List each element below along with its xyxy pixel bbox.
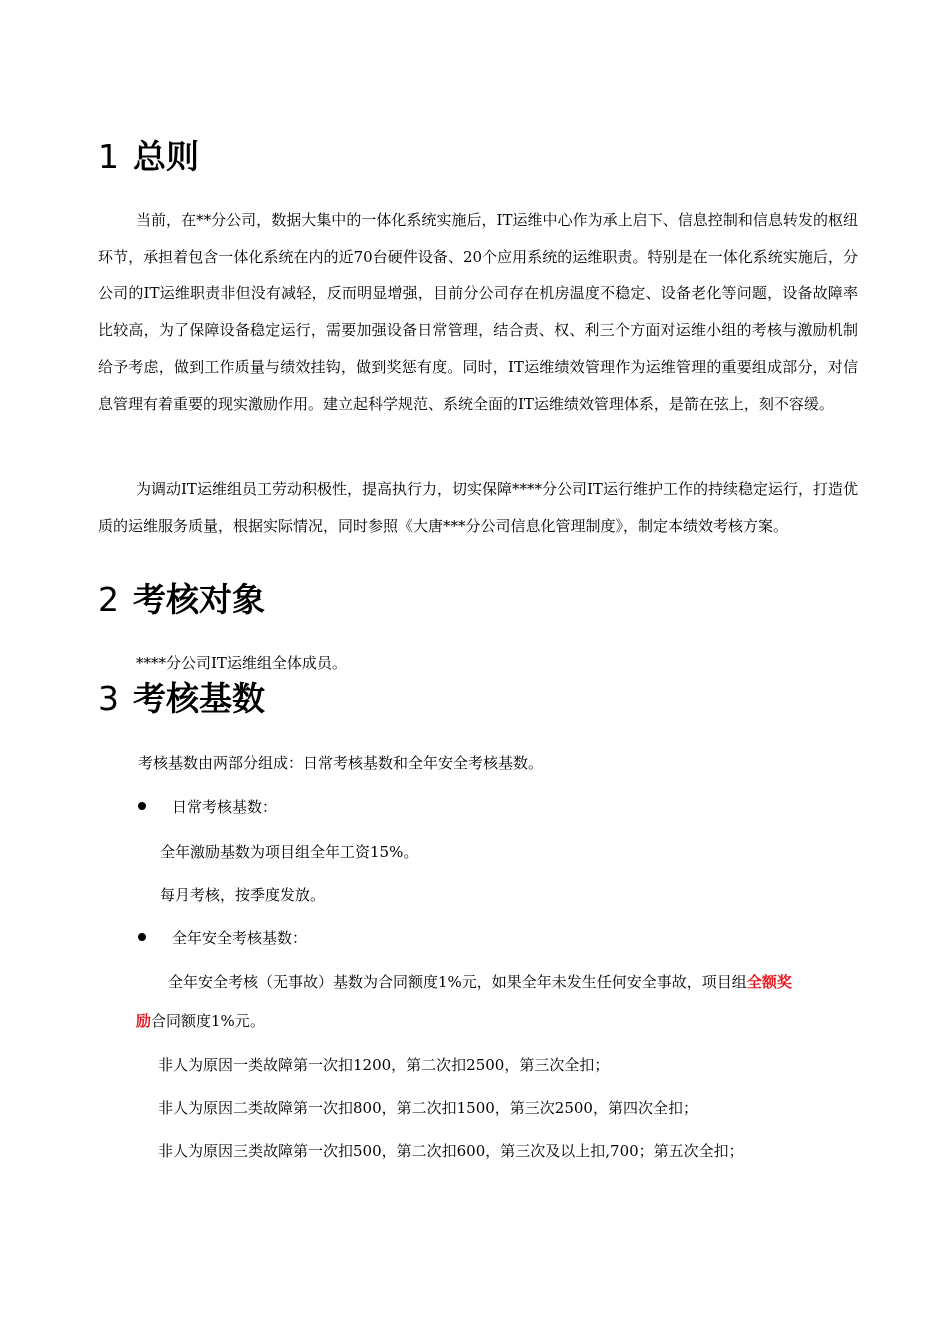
bullet-dot-icon (138, 933, 146, 941)
daily-line-1: 全年激励基数为项目组全年工资15%。 (160, 843, 419, 861)
highlight-reward-end: 励 (136, 1012, 152, 1030)
section-2-title: 考核对象 (133, 580, 265, 619)
deduction-line-2: 非人为原因二类故障第一次扣800，第二次扣1500，第三次2500，第四次全扣； (158, 1099, 698, 1117)
daily-line-2: 每月考核，按季度发放。 (160, 886, 326, 904)
section-3-number: 3 (98, 679, 119, 718)
deduction-line-3: 非人为原因三类故障第一次扣500，第二次扣600，第三次及以上扣,700；第五次全扣； (158, 1142, 744, 1160)
section-1-paragraph-2: 为调动IT运维组员工劳动积极性，提高执行力，切实保障****分公司IT运行维护工作的持续稳定运行，打造优质的运维服务质量，根据实际情况，同时参照《大唐***分公司信息化管理制度》，制定本绩效考核方案。 (98, 480, 858, 535)
deduction-line-1: 非人为原因一类故障第一次扣1200，第二次扣2500，第三次全扣； (158, 1056, 610, 1074)
bullet-daily-label: 日常考核基数： (172, 798, 278, 816)
section-1-heading (98, 137, 199, 177)
highlight-full-reward: 全额奖 (746, 973, 792, 991)
section-3-title: 考核基数 (133, 679, 265, 718)
section-2-number: 2 (98, 580, 119, 619)
section-1-paragraph-1: 当前，在**分公司，数据大集中的一体化系统实施后，IT运维中心作为承上启下、信息控制和信息转发的枢纽环节，承担着包含一体化系统在内的近70台硬件设备、20个应用系统的运维职责。特别是在一体化系统实施后，分公司的IT运维职责非但没有减轻，反而明显增强，目前分公司存在机房温度不稳定、设备老化等问题，设备故障率比较高，为了保障设备稳定运行，需要加强设备日常管理，结合责、权、利三个方面对运维小组的考核与激励机制给予考虑，做到工作质量与绩效挂钩，做到奖惩有度。同时，IT运维绩效管理作为运维管理的重要组成部分，对信息管理有着重要的现实激励作用。建立起科学规范、系统全面的IT运维绩效管理体系，是箭在弦上，刻不容缓。 (98, 211, 858, 413)
bullet-daily (138, 795, 277, 819)
annual-line-1-text: 全年安全考核（无事故）基数为合同额度1%元，如果全年未发生任何安全事故，项目组 (168, 973, 747, 991)
annual-line-2 (136, 1009, 265, 1033)
section-3-heading (98, 679, 265, 719)
bullet-annual (138, 926, 307, 950)
section-2-heading (98, 580, 265, 620)
bullet-annual-label: 全年安全考核基数： (172, 929, 308, 947)
bullet-dot-icon (138, 802, 146, 810)
section-3-intro: 考核基数由两部分组成：日常考核基数和全年安全考核基数。 (138, 754, 544, 772)
section-2-text: ****分公司IT运维组全体成员。 (136, 654, 347, 672)
annual-line-2-text: 合同额度1%元。 (151, 1012, 265, 1030)
section-1-number: 1 (98, 137, 119, 176)
annual-line-1 (168, 970, 792, 994)
section-1-title: 总则 (133, 137, 199, 176)
